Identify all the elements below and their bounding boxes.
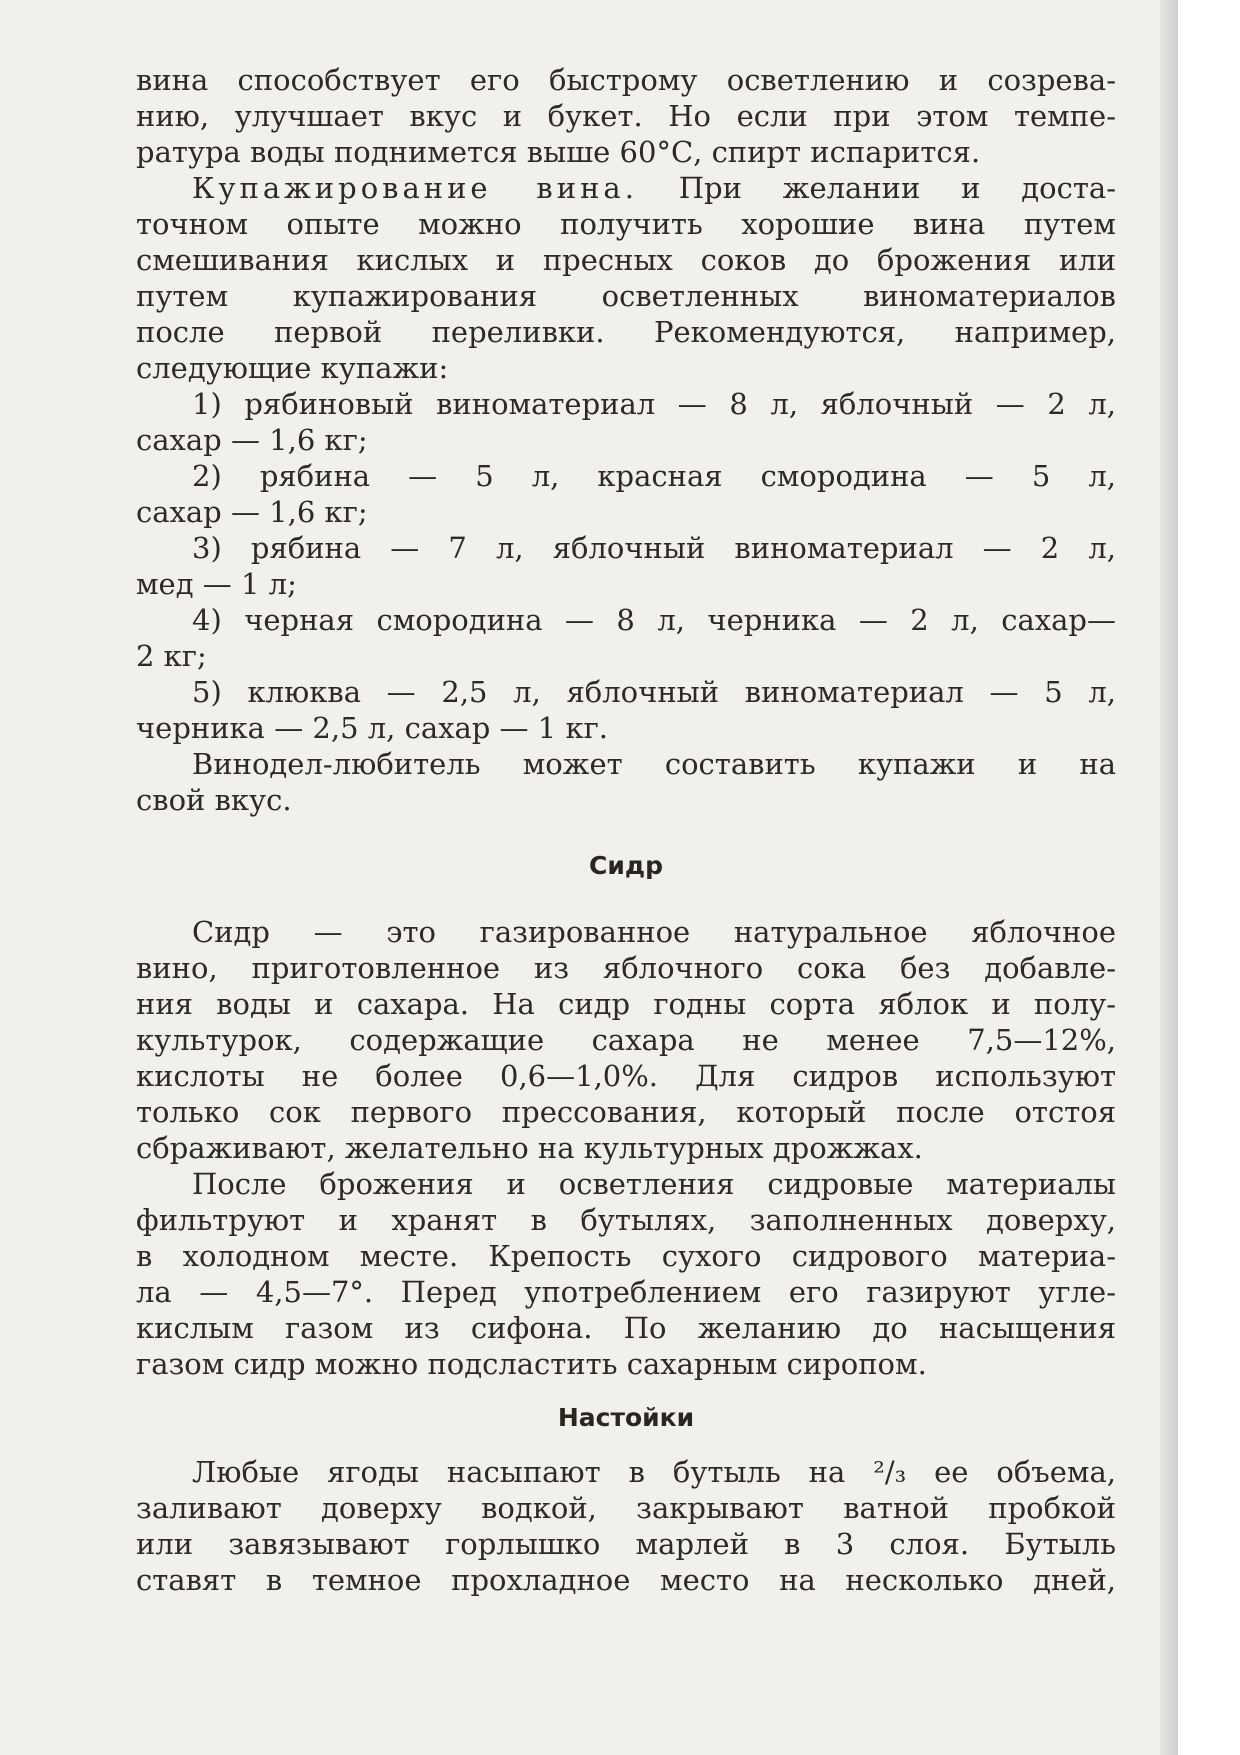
text-line: ратура воды поднимется выше 60°С, спирт испарится. xyxy=(136,135,981,169)
recipe-item: 3) рябина — 7 л, яблочный виноматериал — 2 л, xyxy=(192,531,1116,565)
text-line: газом сидр можно подсластить сахарным сиропом. xyxy=(136,1347,927,1381)
text-line: ставят в темное прохладное место на несколько дней, xyxy=(136,1563,1116,1597)
text-line: После брожения и осветления сидровые материалы xyxy=(192,1167,1116,1201)
recipe-item-cont: мед — 1 л; xyxy=(136,567,297,601)
text-line: кислоты не более 0,6—1,0%. Для сидров используют xyxy=(136,1059,1116,1093)
recipe-item-cont: сахар — 1,6 кг; xyxy=(136,495,368,529)
text-line: культурок, содержащие сахара не менее 7,5—12%, xyxy=(136,1023,1116,1057)
text-line: вино, приготовленное из яблочного сока без добавле- xyxy=(136,951,1116,985)
recipe-item: 2) рябина — 5 л, красная смородина — 5 л, xyxy=(192,459,1116,493)
text-line: в холодном месте. Крепость сухого сидрового материа- xyxy=(136,1239,1116,1273)
section-heading-cider: Сидр xyxy=(589,851,663,880)
recipe-item: 1) рябиновый виноматериал — 8 л, яблочный — 2 л, xyxy=(192,387,1116,421)
text-line: следующие купажи: xyxy=(136,351,449,385)
text-line: Сидр — это газированное натуральное яблочное xyxy=(192,915,1116,949)
text-line: заливают доверху водкой, закрывают ватной пробкой xyxy=(136,1491,1116,1525)
text-line: ла — 4,5—7°. Перед употреблением его газируют угле- xyxy=(136,1275,1116,1309)
text-line: вина способствует его быстрому осветлению и созрева- xyxy=(136,63,1116,97)
recipe-item: 5) клюква — 2,5 л, яблочный виноматериал — 5 л, xyxy=(192,675,1116,709)
text-line: ния воды и сахара. На сидр годны сорта яблок и полу- xyxy=(136,987,1116,1021)
text-line: Любые ягоды насыпают в бутыль на ²/₃ ее объема, xyxy=(192,1455,1116,1489)
recipe-item-cont: 2 кг; xyxy=(136,639,207,673)
kupazh-lead: Купажирование вина. xyxy=(192,171,638,205)
recipe-item-cont: черника — 2,5 л, сахар — 1 кг. xyxy=(136,711,608,745)
text-line: или завязывают горлышко марлей в 3 слоя. Бутыль xyxy=(136,1527,1116,1561)
text-line: точном опыте можно получить хорошие вина путем xyxy=(136,207,1116,241)
text-line-fragment: При желании и доста- xyxy=(678,171,1116,205)
recipe-item: 4) черная смородина — 8 л, черника — 2 л, сахар— xyxy=(192,603,1116,637)
text-line: после первой переливки. Рекомендуются, например, xyxy=(136,315,1116,349)
text-line: только сок первого прессования, который после отстоя xyxy=(136,1095,1116,1129)
text-line: сбраживают, желательно на культурных дрожжах. xyxy=(136,1131,923,1165)
text-line: путем купажирования осветленных виноматериалов xyxy=(136,279,1116,313)
section-heading-nastoiki: Настойки xyxy=(557,1403,695,1432)
text-line: нию, улучшает вкус и букет. Но если при этом темпе- xyxy=(136,99,1116,133)
page-edge-shadow xyxy=(1160,0,1178,1755)
text-line: свой вкус. xyxy=(136,783,292,817)
kupazh-paragraph-start xyxy=(136,170,1116,206)
text-line: кислым газом из сифона. По желанию до насыщения xyxy=(136,1311,1116,1345)
text-line: Винодел-любитель может составить купажи и на xyxy=(192,747,1116,781)
text-line: смешивания кислых и пресных соков до брожения или xyxy=(136,243,1116,277)
recipe-item-cont: сахар — 1,6 кг; xyxy=(136,423,368,457)
page-text xyxy=(136,62,1116,1598)
text-line: фильтруют и хранят в бутылях, заполненных доверху, xyxy=(136,1203,1116,1237)
